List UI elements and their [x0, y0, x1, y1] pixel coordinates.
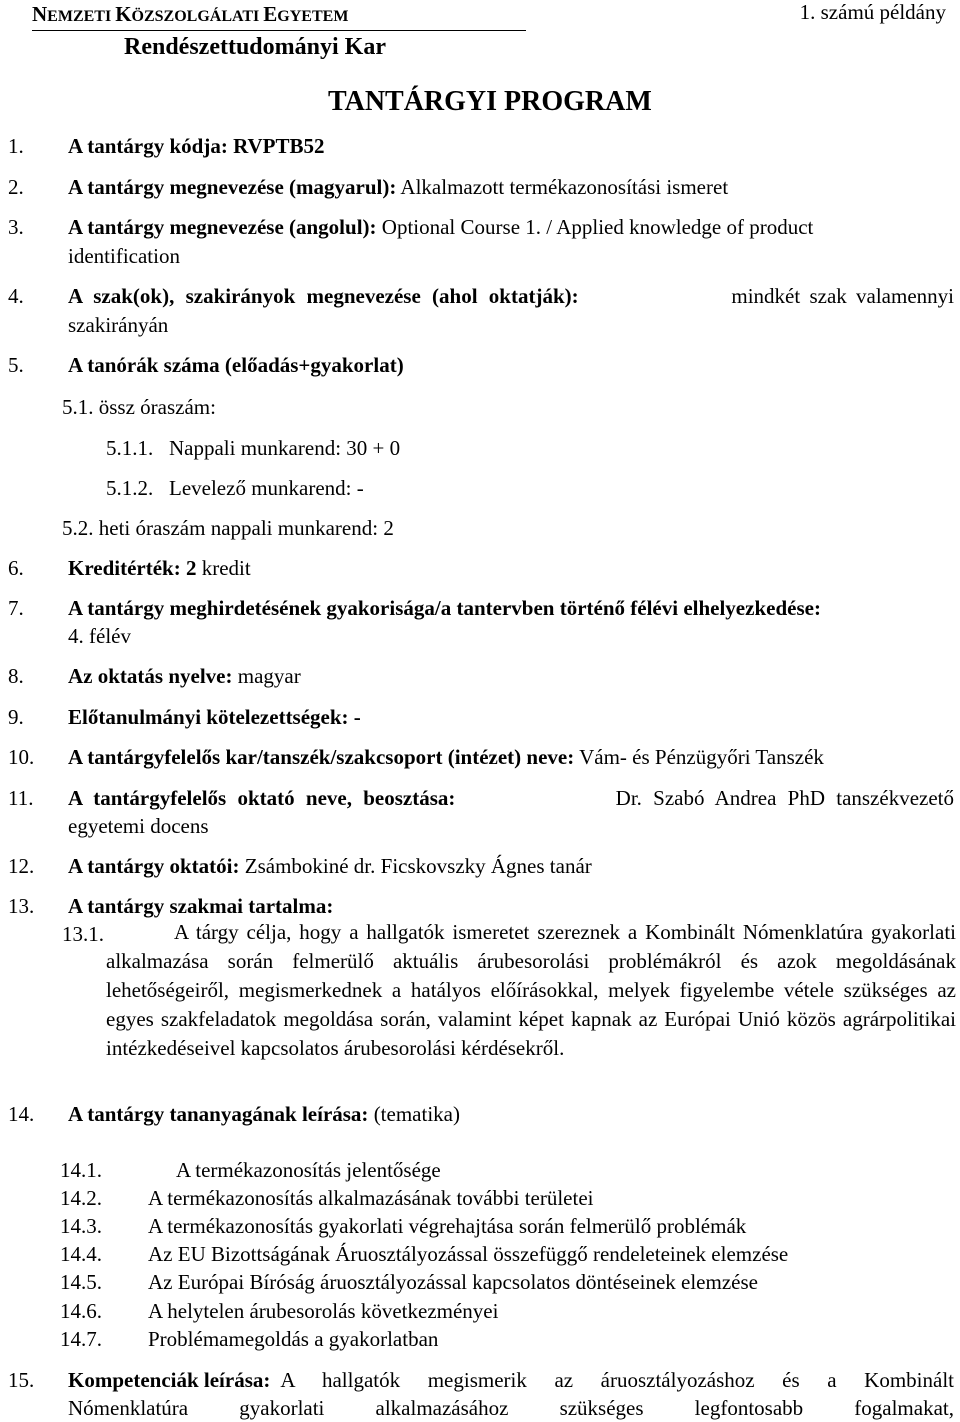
institution-name: NEMZETI KÖZSZOLGÁLATI EGYETEM — [32, 2, 349, 26]
header-rule — [32, 30, 526, 31]
faculty-name: Rendészettudományi Kar — [124, 34, 386, 60]
hours-correspondence: 5.1.2. Levelező munkarend: - — [106, 476, 364, 500]
document-title: TANTÁRGYI PROGRAM — [328, 86, 652, 117]
hours-total: 5.1. össz óraszám: — [62, 395, 216, 419]
content-number: 13.1. — [62, 922, 104, 946]
hours-daytime: 5.1.1. Nappali munkarend: 30 + 0 — [106, 436, 401, 460]
content-paragraph: A tárgy célja, hogy a hallgatók ismeretet szereznek a Kombinált Nómenklatúra gyakorlati alkalmazása során felmerülő aktuális árubesorolási problémákról és azok megoldásának lehetőségeiről, megismerkednek a hatályos előírásokkal, melyek figyelembe vétele szükséges az egyes szakfeladatok megoldása során, valamint képet kapnak az Európai Unió közös agrárpolitikai intézkedéseivel kapcsolatos árubesorolási kérdésekről. — [106, 920, 956, 1060]
copy-number: 1. számú példány — [799, 0, 946, 24]
hours-weekly: 5.2. heti óraszám nappali munkarend: 2 — [62, 516, 394, 540]
